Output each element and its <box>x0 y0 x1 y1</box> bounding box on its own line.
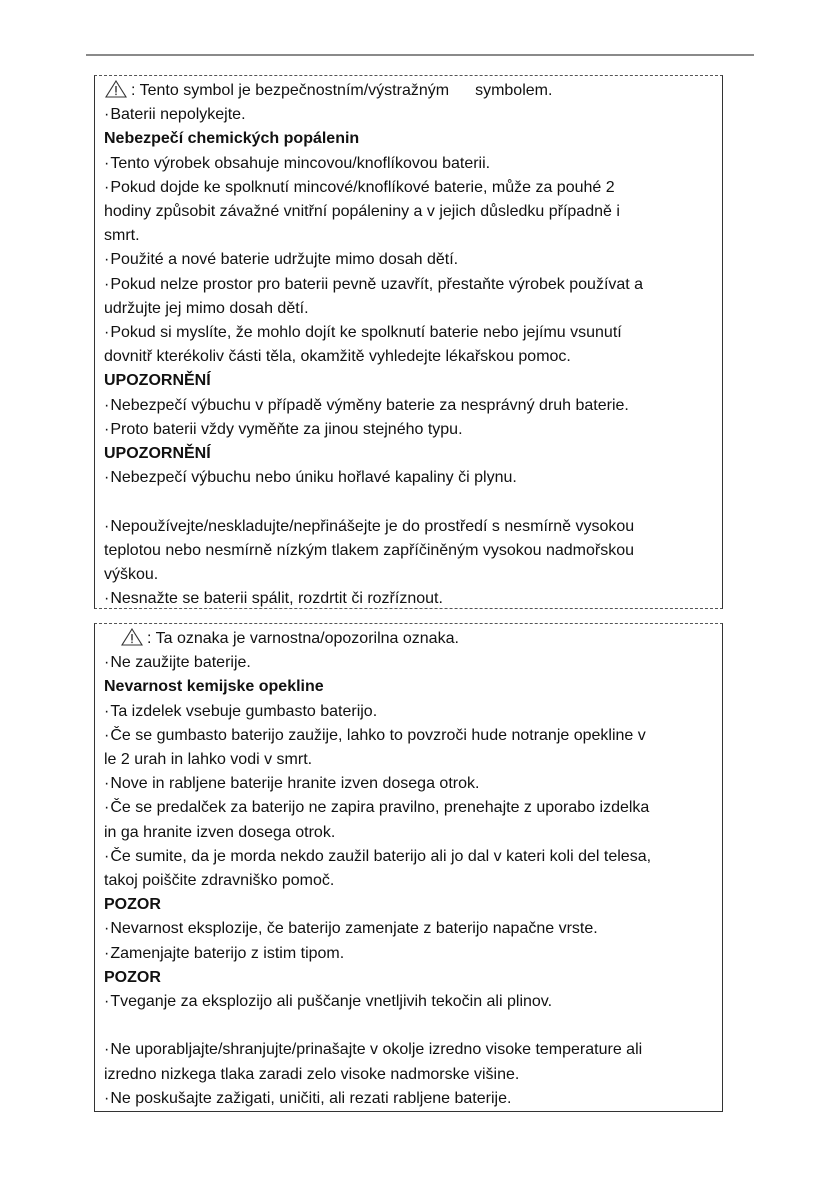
header-rule <box>86 54 754 56</box>
bullet-dot: · <box>104 654 110 672</box>
continuation-line: izredno nizkega tlaka zaradi zelo visoke nadmorske višine. <box>104 1065 520 1083</box>
bullet-text: Ne uporabljajte/shranjujte/prinašajte v okolje izredno visoke temperature ali <box>110 1041 643 1059</box>
continuation-line: takoj poiščite zdravniško pomoč. <box>104 872 335 890</box>
bullet-text: Nove in rabljene baterije hranite izven dosega otrok. <box>110 775 480 793</box>
bullet-text: Pokud si myslíte, že mohlo dojít ke spolknutí baterie nebo jejímu vsunutí <box>110 324 622 342</box>
bullet-line <box>104 176 714 200</box>
bullet-dot: · <box>104 154 110 172</box>
continuation-line: udržujte jej mimo dosah dětí. <box>104 299 309 317</box>
section-heading: POZOR <box>104 968 161 986</box>
bullet-text: Tveganje za eksplozijo ali puščanje vnetljivih tekočin ali plinov. <box>110 993 553 1011</box>
bullet-dot: · <box>104 1089 110 1107</box>
bullet-line <box>104 942 714 966</box>
warning-triangle-icon <box>121 628 143 646</box>
czech-lines <box>104 103 714 611</box>
bullet-text: Nebezpečí výbuchu v případě výměny baterie za nesprávný druh baterie. <box>110 396 629 414</box>
section-heading: UPOZORNĚNÍ <box>104 372 211 390</box>
bullet-text: Nevarnost eksplozije, če baterijo zamenjate z baterijo napačne vrste. <box>110 920 598 938</box>
bullet-line <box>104 724 714 748</box>
bullet-text: Če se predalček za baterijo ne zapira pravilno, prenehajte z uporabo izdelka <box>110 799 650 817</box>
bullet-line <box>104 515 714 539</box>
bullet-text: Nepoužívejte/neskladujte/nepřinášejte je do prostředí s nesmírně vysokou <box>110 517 635 535</box>
slovenian-symbol-text: : Ta oznaka je varnostna/opozorilna oznaka. <box>147 630 459 647</box>
warning-triangle-icon <box>105 80 127 98</box>
bullet-line <box>104 321 714 345</box>
bullet-text: Zamenjajte baterijo z istim tipom. <box>110 944 345 962</box>
bullet-dot: · <box>104 469 110 487</box>
bullet-text: Pokud dojde ke spolknutí mincové/knoflíkové baterie, může za pouhé 2 <box>110 178 615 196</box>
bullet-line <box>104 990 714 1014</box>
bullet-dot: · <box>104 251 110 269</box>
bullet-dot: · <box>104 275 110 293</box>
bullet-text: Pokud nelze prostor pro baterii pevně uzavřít, přestaňte výrobek používat a <box>110 275 644 293</box>
slovenian-symbol-line <box>104 627 714 651</box>
bullet-dot: · <box>104 726 110 744</box>
slovenian-warning-box <box>94 623 723 1112</box>
bullet-dot: · <box>104 993 110 1011</box>
bullet-line <box>104 152 714 176</box>
bullet-dot: · <box>104 420 110 438</box>
bullet-dot: · <box>104 1041 110 1059</box>
bullet-dot: · <box>104 178 110 196</box>
bullet-dot: · <box>104 944 110 962</box>
czech-symbol-text: : Tento symbol je bezpečnostním/výstražným <box>131 82 450 99</box>
bullet-line <box>104 651 714 675</box>
bullet-text: Tento výrobek obsahuje mincovou/knoflíkovou baterii. <box>110 154 491 172</box>
bullet-text: Ta izdelek vsebuje gumbasto baterijo. <box>110 702 378 720</box>
bullet-dot: · <box>104 775 110 793</box>
bullet-dot: · <box>104 799 110 817</box>
blank-line <box>104 1014 714 1038</box>
bullet-line <box>104 394 714 418</box>
bullet-line <box>104 248 714 272</box>
bullet-line <box>104 700 714 724</box>
continuation-line: le 2 urah in lahko vodi v smrt. <box>104 751 313 769</box>
bullet-line <box>104 796 714 820</box>
bullet-line <box>104 466 714 490</box>
slovenian-lines <box>104 651 714 1111</box>
bullet-text: Nebezpečí výbuchu nebo úniku hořlavé kapaliny či plynu. <box>110 469 517 487</box>
bullet-line <box>104 772 714 796</box>
bullet-dot: · <box>104 590 110 608</box>
continuation-line: výškou. <box>104 566 159 584</box>
section-heading: POZOR <box>104 896 161 914</box>
bullet-text: Ne zaužijte baterije. <box>110 654 251 672</box>
bullet-line <box>104 1038 714 1062</box>
bullet-text: Če sumite, da je morda nekdo zaužil baterijo ali jo dal v kateri koli del telesa, <box>110 847 652 865</box>
bullet-line <box>104 845 714 869</box>
bullet-dot: · <box>104 324 110 342</box>
bullet-dot: · <box>104 517 110 535</box>
bullet-text: Če se gumbasto baterijo zaužije, lahko to povzroči hude notranje opekline v <box>110 726 646 744</box>
bullet-text: Proto baterii vždy vyměňte za jinou stejného typu. <box>110 420 463 438</box>
section-heading: Nebezpečí chemických popálenin <box>104 130 360 148</box>
bullet-dot: · <box>104 702 110 720</box>
bullet-dot: · <box>104 920 110 938</box>
bullet-text: Baterii nepolykejte. <box>110 106 246 124</box>
bullet-text: Použité a nové baterie udržujte mimo dosah dětí. <box>110 251 459 269</box>
bullet-line <box>104 1087 714 1111</box>
czech-symbol-line <box>104 79 714 103</box>
continuation-line: in ga hranite izven dosega otrok. <box>104 823 336 841</box>
bullet-line <box>104 418 714 442</box>
bullet-dot: · <box>104 106 110 124</box>
bullet-line <box>104 273 714 297</box>
czech-symbol-text-end: symbolem. <box>475 82 553 99</box>
continuation-line: hodiny způsobit závažné vnitřní popáleniny a v jejich důsledku případně i <box>104 203 620 221</box>
section-heading: UPOZORNĚNÍ <box>104 445 211 463</box>
blank-line <box>104 490 714 514</box>
czech-warning-box <box>94 75 723 609</box>
bullet-line <box>104 587 714 611</box>
section-heading: Nevarnost kemijske opekline <box>104 678 324 696</box>
bullet-line <box>104 917 714 941</box>
continuation-line: dovnitř kterékoliv části těla, okamžitě vyhledejte lékařskou pomoc. <box>104 348 571 366</box>
bullet-line <box>104 103 714 127</box>
bullet-text: Nesnažte se baterii spálit, rozdrtit či rozříznout. <box>110 590 443 608</box>
bullet-dot: · <box>104 396 110 414</box>
bullet-dot: · <box>104 847 110 865</box>
continuation-line: smrt. <box>104 227 140 245</box>
bullet-text: Ne poskušajte zažigati, uničiti, ali rezati rabljene baterije. <box>110 1089 512 1107</box>
continuation-line: teplotou nebo nesmírně nízkým tlakem zapříčiněným vysokou nadmořskou <box>104 541 635 559</box>
